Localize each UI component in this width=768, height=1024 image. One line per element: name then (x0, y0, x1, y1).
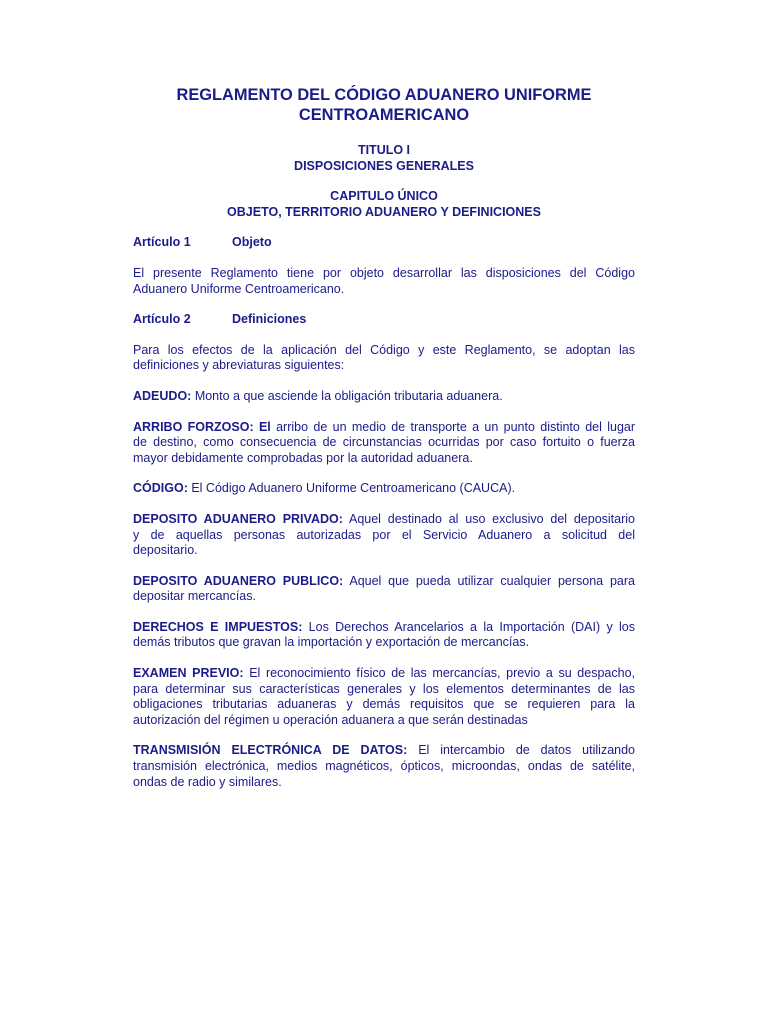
definition-text: demás tributos que gravan la importación y exportación de mercancías. (133, 635, 530, 650)
definition-text: depositar mercancías. (133, 589, 256, 604)
definition-term: CÓDIGO: (133, 481, 188, 496)
definition-text: El Código Aduanero Uniforme Centroamericano (CAUCA). (187, 481, 516, 496)
titulo-heading (133, 143, 635, 174)
definition-text: Aquel destinado al uso exclusivo del depositario (342, 511, 635, 526)
capitulo-name: OBJETO, TERRITORIO ADUANERO Y DEFINICIONES (227, 204, 541, 219)
definition-examen-previo (133, 666, 635, 728)
definition-deposito-publico (133, 574, 635, 605)
definition-text: depositario. (133, 543, 198, 558)
definition-text: obligaciones tributarias aduaneras y demás requisitos que se requieren para la (133, 697, 635, 712)
article-1-line-1: El presente Reglamento tiene por objeto desarrollar las disposiciones del Código (133, 265, 635, 280)
article-1-line-2: Aduanero Uniforme Centroamericano. (133, 281, 345, 296)
article-1-heading (133, 235, 635, 251)
definition-text: transmisión electrónica, medios magnéticos, ópticos, microondas, ondas de satélite, (133, 759, 635, 774)
definition-text: Los Derechos Arancelarios a la Importación (DAI) y los (302, 619, 636, 634)
definition-text: arribo de un medio de transporte a un punto distinto del lugar (270, 419, 636, 434)
document-page (133, 86, 635, 790)
title-line-1: REGLAMENTO DEL CÓDIGO ADUANERO UNIFORME (176, 86, 592, 104)
document-title (133, 86, 635, 125)
definition-text: Aquel que pueda utilizar cualquier persona para (343, 573, 635, 588)
definition-text: mayor debidamente comprobadas por la autoridad aduanera. (133, 450, 473, 465)
definition-text: ondas de radio y similares. (133, 774, 282, 789)
article-2-heading (133, 312, 635, 328)
article-2-title: Definiciones (232, 312, 307, 327)
definition-text: de destino, como consecuencia de circunstancias ocurridas por caso fortuito o fuerza (133, 435, 635, 450)
titulo-name: DISPOSICIONES GENERALES (294, 158, 474, 173)
definition-text: autorización del régimen u operación aduanera a que serán destinadas (133, 712, 528, 727)
definition-transmision-electronica (133, 743, 635, 790)
article-1-number: Artículo 1 (133, 235, 191, 250)
titulo-number: TITULO I (357, 143, 411, 157)
definition-term: TRANSMISIÓN ELECTRÓNICA DE DATOS: (133, 743, 408, 758)
definition-text: para determinar sus características generales y los elementos determinantes de las (133, 681, 635, 696)
definition-term: ADEUDO: (133, 388, 192, 403)
article-1-title: Objeto (232, 235, 272, 250)
article-2-text (133, 343, 635, 374)
definition-text: y de aquellas personas autorizadas por el Servicio Aduanero a solicitud del (133, 527, 635, 542)
definition-deposito-privado (133, 512, 635, 559)
capitulo-heading (133, 189, 635, 220)
definition-term: ARRIBO FORZOSO: El (133, 419, 271, 434)
article-2-line-1: Para los efectos de la aplicación del Código y este Reglamento, se adoptan las (133, 342, 635, 357)
article-2-number: Artículo 2 (133, 312, 191, 327)
definition-text: Monto a que asciende la obligación tributaria aduanera. (191, 388, 503, 403)
definition-term: DERECHOS E IMPUESTOS: (133, 619, 303, 634)
definition-text: El intercambio de datos utilizando (407, 743, 635, 758)
definition-adeudo (133, 389, 635, 405)
definition-derechos-impuestos (133, 620, 635, 651)
capitulo-number: CAPITULO ÚNICO (330, 189, 438, 204)
article-1-text (133, 266, 635, 297)
definition-term: EXAMEN PREVIO: (133, 666, 244, 681)
definition-codigo (133, 481, 635, 497)
definition-arribo-forzoso (133, 420, 635, 467)
title-line-2: CENTROAMERICANO (298, 105, 470, 124)
definition-term: DEPOSITO ADUANERO PRIVADO: (133, 511, 343, 526)
definition-term: DEPOSITO ADUANERO PUBLICO: (133, 573, 344, 588)
article-2-line-2: definiciones y abreviaturas siguientes: (133, 358, 345, 373)
definition-text: El reconocimiento físico de las mercancías, previo a su despacho, (243, 666, 635, 681)
